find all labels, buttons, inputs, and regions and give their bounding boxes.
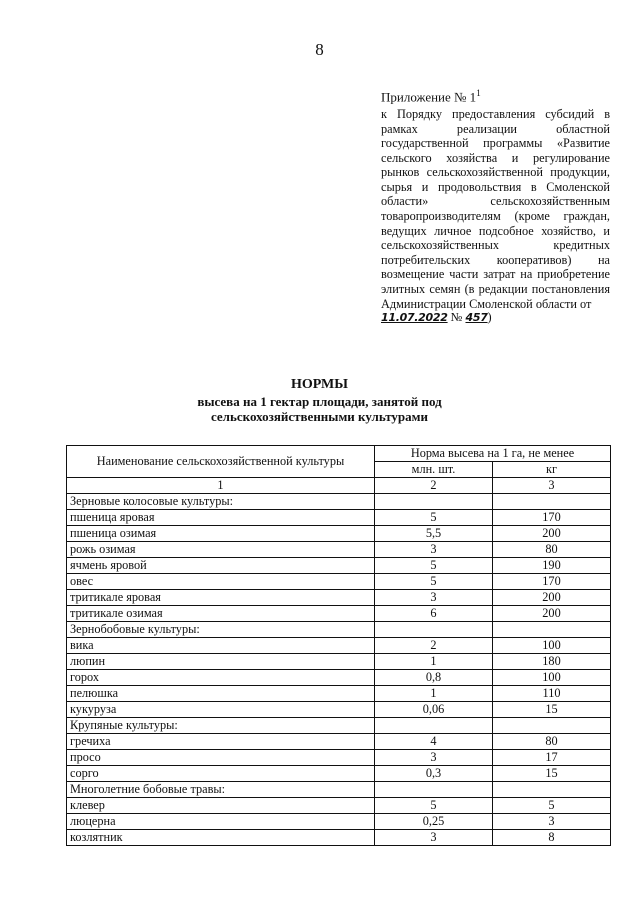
number-label: № (450, 310, 463, 325)
kg-value-cell: 3 (493, 814, 611, 830)
kg-value-cell: 170 (493, 510, 611, 526)
group-row (67, 718, 611, 734)
crop-name-cell: тритикале яровая (67, 590, 375, 606)
header-unit-kg: кг (493, 462, 611, 478)
empty-cell (493, 494, 611, 510)
empty-cell (493, 622, 611, 638)
header-crop-name: Наименование сельскохозяйственной культуры (67, 446, 375, 478)
crop-name-cell: просо (67, 750, 375, 766)
heading-subtitle-line-2: сельскохозяйственными культурами (210, 409, 428, 424)
column-number-3: 3 (493, 478, 611, 494)
kg-value-cell: 8 (493, 830, 611, 846)
table-row (67, 830, 611, 846)
handwritten-number: 457 (465, 311, 488, 325)
group-row (67, 782, 611, 798)
table-row (67, 606, 611, 622)
heading-subtitle-line-1: высева на 1 гектар площади, занятой под (197, 394, 442, 409)
group-row (67, 622, 611, 638)
table-row (67, 526, 611, 542)
heading-title: НОРМЫ (290, 377, 349, 392)
crop-name-cell: гречиха (67, 734, 375, 750)
kg-value-cell: 170 (493, 574, 611, 590)
group-row (67, 494, 611, 510)
table-row (67, 558, 611, 574)
table-row (67, 814, 611, 830)
crop-name-cell: ячмень яровой (67, 558, 375, 574)
group-name-cell: Зерновые колосовые культуры: (67, 494, 375, 510)
appendix-title: Приложение № $1^1$ (381, 88, 481, 105)
table-row (67, 638, 611, 654)
header-sowing-norm: Норма высева на 1 га, не менее (375, 446, 611, 462)
crop-name-cell: козлятник (67, 830, 375, 846)
mln-value-cell: 3 (375, 830, 493, 846)
mln-value-cell: 5 (375, 510, 493, 526)
page-number: 8 (315, 40, 324, 59)
crop-name-cell: тритикале озимая (67, 606, 375, 622)
mln-value-cell: 1 (375, 654, 493, 670)
empty-cell (375, 718, 493, 734)
empty-cell (493, 782, 611, 798)
mln-value-cell: 3 (375, 542, 493, 558)
empty-cell (375, 494, 493, 510)
kg-value-cell: 190 (493, 558, 611, 574)
norms-table-body (67, 494, 611, 846)
mln-value-cell: 3 (375, 750, 493, 766)
group-name-cell: Многолетние бобовые травы: (67, 782, 375, 798)
group-name-cell: Зернобобовые культуры: (67, 622, 375, 638)
mln-value-cell: 5 (375, 574, 493, 590)
mln-value-cell: 2 (375, 638, 493, 654)
column-number-1: 1 (67, 478, 375, 494)
appendix-signature-line (381, 310, 610, 326)
empty-cell (493, 718, 611, 734)
table-row (67, 686, 611, 702)
closing-paren: ) (487, 310, 492, 325)
crop-name-cell: пелюшка (67, 686, 375, 702)
mln-value-cell: 5 (375, 798, 493, 814)
kg-value-cell: 180 (493, 654, 611, 670)
mln-value-cell: 1 (375, 686, 493, 702)
kg-value-cell: 80 (493, 734, 611, 750)
table-row (67, 542, 611, 558)
kg-value-cell: 200 (493, 606, 611, 622)
kg-value-cell: 100 (493, 670, 611, 686)
mln-value-cell: 6 (375, 606, 493, 622)
table-row (67, 654, 611, 670)
crop-name-cell: кукуруза (67, 702, 375, 718)
crop-name-cell: люцерна (67, 814, 375, 830)
empty-cell (375, 782, 493, 798)
kg-value-cell: 110 (493, 686, 611, 702)
handwritten-date: 11.07.2022 (381, 311, 448, 325)
crop-name-cell: овес (67, 574, 375, 590)
table-row (67, 702, 611, 718)
appendix-body: к Порядку предоставления субсидий в рамках реализации областной государственной программы «Развитие сельского хозяйства и регулирование рынков сельскохозяйственной продукции, сырья и продовольствия в Смоленской области» сельскохозяйственным товаропроизводителям (кроме граждан, ведущих личное подсобное хозяйство, и сельскохозяйственных кредитных потребительских кооперативов) на возмещение части затрат на приобретение элитных семян (в редакции постановления Администрации Смоленской области от (381, 106, 610, 311)
mln-value-cell: 0,25 (375, 814, 493, 830)
table-row (67, 798, 611, 814)
crop-name-cell: горох (67, 670, 375, 686)
table-row (67, 670, 611, 686)
kg-value-cell: 200 (493, 526, 611, 542)
kg-value-cell: 15 (493, 766, 611, 782)
crop-name-cell: сорго (67, 766, 375, 782)
mln-value-cell: 5 (375, 558, 493, 574)
table-row (67, 734, 611, 750)
mln-value-cell: 0,06 (375, 702, 493, 718)
table-row (67, 574, 611, 590)
table-row (67, 510, 611, 526)
kg-value-cell: 5 (493, 798, 611, 814)
norms-table (66, 445, 611, 846)
column-number-2: 2 (375, 478, 493, 494)
crop-name-cell: клевер (67, 798, 375, 814)
appendix-block (381, 86, 610, 326)
empty-cell (375, 622, 493, 638)
mln-value-cell: 0,3 (375, 766, 493, 782)
group-name-cell: Крупяные культуры: (67, 718, 375, 734)
table-row (67, 766, 611, 782)
crop-name-cell: пшеница яровая (67, 510, 375, 526)
kg-value-cell: 80 (493, 542, 611, 558)
kg-value-cell: 100 (493, 638, 611, 654)
mln-value-cell: 5,5 (375, 526, 493, 542)
kg-value-cell: 200 (493, 590, 611, 606)
crop-name-cell: люпин (67, 654, 375, 670)
kg-value-cell: 15 (493, 702, 611, 718)
mln-value-cell: 0,8 (375, 670, 493, 686)
table-row (67, 750, 611, 766)
mln-value-cell: 3 (375, 590, 493, 606)
crop-name-cell: вика (67, 638, 375, 654)
crop-name-cell: рожь озимая (67, 542, 375, 558)
crop-name-cell: пшеница озимая (67, 526, 375, 542)
kg-value-cell: 17 (493, 750, 611, 766)
table-row (67, 590, 611, 606)
mln-value-cell: 4 (375, 734, 493, 750)
header-unit-mln: млн. шт. (375, 462, 493, 478)
